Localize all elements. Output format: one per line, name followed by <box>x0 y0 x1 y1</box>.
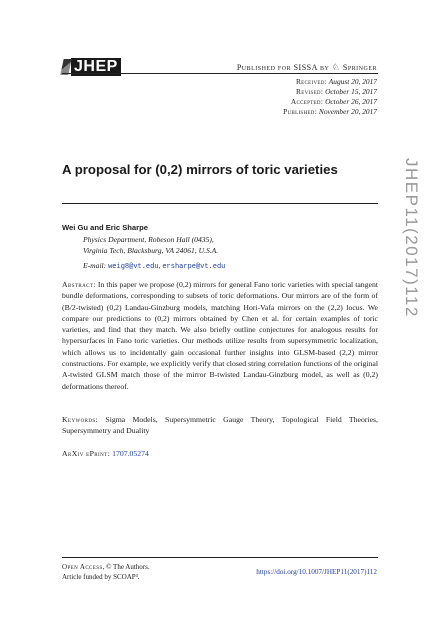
email-label: E-mail: <box>83 261 107 270</box>
footer-rule <box>62 557 378 558</box>
arxiv-link[interactable]: 1707.05274 <box>112 449 149 458</box>
keywords <box>62 414 378 437</box>
abstract-heading: Abstract: <box>62 280 96 289</box>
doi-link[interactable]: https://doi.org/10.1007/JHEP11(2017)112 <box>256 568 377 576</box>
keywords-text: Sigma Models, Supersymmetric Gauge Theory, Topological Field Theories, Supersymmetry and Duality <box>62 415 378 436</box>
open-access-label: Open Access <box>62 563 103 571</box>
abstract-text: In this paper we propose (0,2) mirrors for general Fano toric varieties with special tangent bundle deformations, corresponding to subsets of toric deformations. Our mirrors are of the form of (B/2-twisted) (0,2) Landau-Ginzburg models, matching Hori-Vafa mirrors on the (2,2) locus. We compare our predictions to (0,2) mirrors obtained by Chen et al. for certain examples of toric varieties, and find that they match. We also briefly outline conjectures for analogous results for hypersurfaces in Fano toric varieties. Our methods utilize results from supersymmetric localization, which allows us to incidentally gain occasional further insights into GLSM-based (2,2) mirror constructions. For example, we explicitly verify that closed string correlation functions of the original A-twisted GLSM match those of the mirror B-twisted Landau-Ginzburg model, as well as (0,2) deformations thereof. <box>62 280 379 391</box>
affiliation <box>83 235 218 256</box>
side-article-identifier: JHEP11(2017)112 <box>402 158 421 318</box>
open-access-line <box>62 563 150 573</box>
publisher-line <box>237 62 377 73</box>
email-link-2[interactable]: ersharpe@vt.edu <box>162 263 226 271</box>
affiliation-line-1: Physics Department, Robeson Hall (0435), <box>83 235 214 244</box>
date-history <box>283 77 377 117</box>
arxiv-heading: ArXiv ePrint: <box>62 449 111 458</box>
emails <box>83 261 225 271</box>
email-link-1[interactable]: weig8@vt.edu <box>108 263 159 271</box>
affiliation-line-2: Virginia Tech, Blacksburg, VA 24061, U.S.A. <box>83 245 219 255</box>
date-revised: Revised: October 15, 2017 <box>296 87 377 96</box>
authors: Wei Gu and Eric Sharpe <box>62 223 148 232</box>
keywords-heading: Keywords: <box>62 415 99 424</box>
title-rule <box>62 203 378 204</box>
funding-line: Article funded by SCOAP³. <box>62 572 140 581</box>
email-separator: , <box>158 261 161 270</box>
abstract <box>62 279 378 392</box>
date-received: Received: August 20, 2017 <box>295 77 377 86</box>
date-accepted: Accepted: October 26, 2017 <box>290 97 377 106</box>
header-rule <box>62 73 378 74</box>
springer-horse-icon: ♘ <box>331 62 341 72</box>
date-published: Published: November 20, 2017 <box>283 107 377 116</box>
open-access-note <box>62 563 150 583</box>
paper-title: A proposal for (0,2) mirrors of toric varieties <box>62 162 338 177</box>
arxiv-eprint <box>62 449 149 458</box>
publisher-name: Springer <box>342 63 377 72</box>
publisher-prefix: Published for SISSA by <box>236 63 330 72</box>
open-access-rest: , © The Authors. <box>102 563 150 571</box>
logo-text: JHEP <box>71 58 121 76</box>
